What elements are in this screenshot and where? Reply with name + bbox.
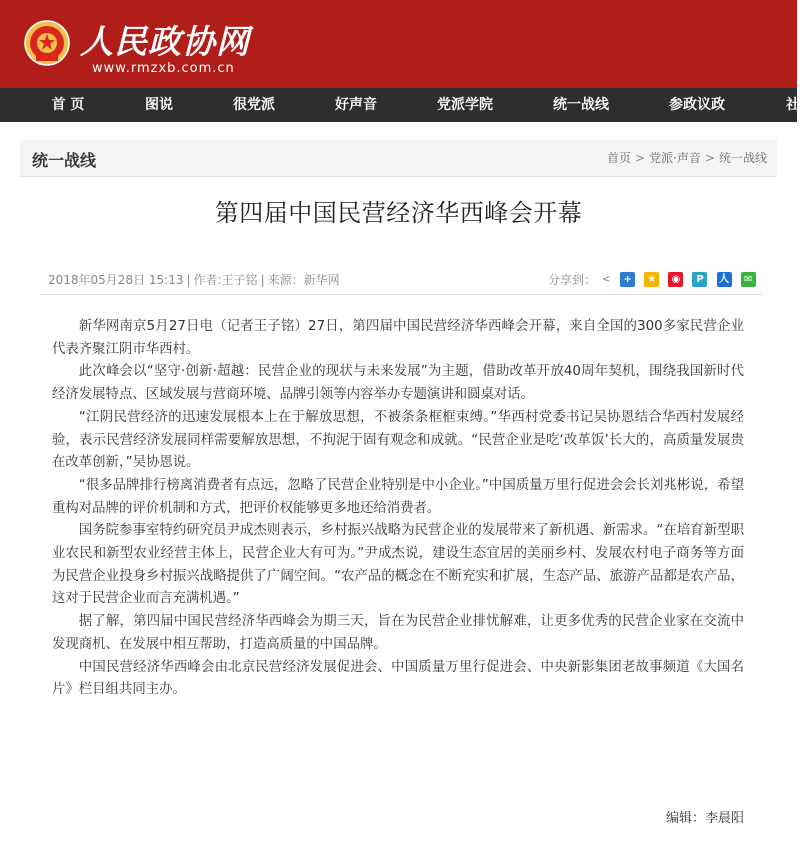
- nav-item-participation[interactable]: 参政议政: [669, 97, 725, 113]
- share-bar: [548, 269, 756, 287]
- share-arrow-icon: <: [601, 274, 611, 285]
- section-bar: [20, 140, 777, 177]
- article-paragraph: 此次峰会以“坚守·创新·超越：民营企业的现状与未来发展”为主题，借助改革开放40周年契机，围绕我国新时代经济发展特点、区域发展与营商环境、品牌引领等内容举办专题演讲和圆桌对话。: [52, 364, 744, 403]
- nav-item-home[interactable]: 首 页: [51, 97, 85, 113]
- nav-item-voices[interactable]: 好声音: [335, 97, 377, 113]
- weibo-icon[interactable]: ◉: [668, 272, 683, 287]
- star-icon[interactable]: ★: [644, 272, 659, 287]
- nav-item-party-academy[interactable]: 党派学院: [437, 97, 493, 113]
- nav-item-parties[interactable]: 很党派: [233, 97, 275, 113]
- renren-icon[interactable]: 人: [717, 272, 732, 287]
- section-title[interactable]: 统一战线: [32, 151, 97, 170]
- wechat-icon[interactable]: ✉: [741, 272, 756, 287]
- divider: [40, 294, 762, 295]
- site-logo-text[interactable]: 人民政协网: [80, 22, 250, 61]
- breadcrumb-separator: >: [704, 151, 715, 165]
- article-title: 第四届中国民营经济华西峰会开幕: [214, 199, 583, 227]
- breadcrumb-party-voice[interactable]: 党派·声音: [649, 151, 701, 165]
- article-author: 作者:王子铭: [193, 273, 258, 287]
- article-paragraph: “江阴民营经济的迅速发展根本上在于解放思想，不被条条框框束缚。”华西村党委书记吴协恩结合华西村发展经验，表示民营经济发展同样需要解放思想，不拘泥于固有观念和成就。“民营企业是吃‘改革饭’长大的，高质量发展贵在改革创新，”吴协恩说。: [52, 409, 744, 471]
- article-paragraph: 新华网南京5月27日电（记者王子铭）27日，第四届中国民营经济华西峰会开幕，来自全国的300多家民营企业代表齐聚江阴市华西村。: [52, 319, 744, 357]
- nav-item-united-front[interactable]: 统一战线: [553, 97, 609, 113]
- nav-item-photos[interactable]: 图说: [145, 97, 173, 113]
- cppcc-emblem-icon[interactable]: [24, 20, 70, 66]
- share-label: 分享到：: [548, 273, 597, 287]
- tencent-weibo-icon[interactable]: P: [692, 272, 707, 287]
- breadcrumb: [607, 149, 767, 166]
- article-source: 来源：新华网: [267, 273, 340, 287]
- article-paragraph: 据了解，第四届中国民营经济华西峰会为期三天，旨在为民营企业排忧解难，让更多优秀的民营企业家在交流中发现商机、在发展中相互帮助，打造高质量的中国品牌。: [52, 614, 744, 652]
- article-paragraph: 中国民营经济华西峰会由北京民营经济发展促进会、中国质量万里行促进会、中央新影集团老故事频道《大国名片》栏目组共同主办。: [52, 659, 744, 698]
- breadcrumb-united-front[interactable]: 统一战线: [718, 151, 767, 165]
- article-date: 2018年05月28日 15:13: [48, 273, 184, 287]
- article-paragraph: “很多品牌排行榜离消费者有点远，忽略了民营企业特别是中小企业。”中国质量万里行促进会会长刘兆彬说，希望重构对品牌的评价机制和方式，把评价权能够更多地还给消费者。: [52, 477, 744, 516]
- article-paragraph: 国务院参事室特约研究员尹成杰则表示，乡村振兴战略为民营企业的发展带来了新机遇、新需求。“在培育新型职业农民和新型农业经营主体上，民营企业大有可为。”尹成杰说，建设生态宜居的美丽乡村、发展农村电子商务等方面为民营企业投身乡村振兴战略提供了广阔空间。“农产品的概念在不断充实和扩展，生态产品、旅游产品都是农产品，这对于民营企业而言充满机遇。”: [52, 523, 744, 607]
- nav-item-society[interactable]: 社: [786, 97, 800, 113]
- editor-credit: 编辑：李晨阳: [665, 811, 744, 826]
- qzone-plus-icon[interactable]: +: [620, 272, 635, 287]
- breadcrumb-home[interactable]: 首页: [607, 151, 632, 165]
- site-header: [0, 0, 797, 88]
- meta-separator: |: [260, 273, 265, 287]
- meta-separator: |: [186, 273, 191, 287]
- breadcrumb-separator: >: [635, 151, 646, 165]
- article-body: [52, 316, 744, 702]
- site-url: www.rmzxb.com.cn: [92, 61, 235, 76]
- main-nav: [0, 88, 800, 122]
- article-meta: [48, 271, 340, 288]
